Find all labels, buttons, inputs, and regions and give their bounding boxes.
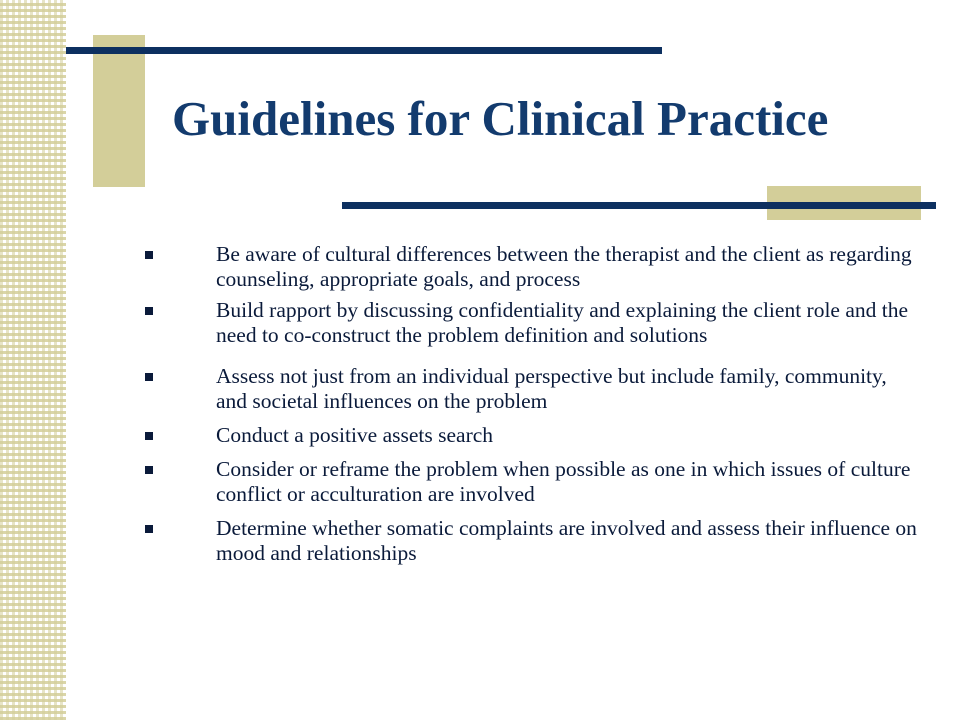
square-bullet-icon <box>145 525 153 533</box>
bullet-text: Conduct a positive assets search <box>216 423 494 447</box>
square-bullet-icon <box>145 466 153 474</box>
square-bullet-icon <box>145 251 153 259</box>
bullet-item <box>140 298 920 348</box>
bullet-list <box>140 242 920 566</box>
bullet-text: Assess not just from an individual perspective but include family, community, and societal influences on the problem <box>216 364 887 413</box>
bullet-text: Be aware of cultural differences between the therapist and the client as regarding counseling, appropriate goals, and process <box>216 242 912 291</box>
bullet-item <box>140 364 920 414</box>
square-bullet-icon <box>145 373 153 381</box>
bullet-item <box>140 457 920 507</box>
bullet-item <box>140 423 920 448</box>
bullet-item <box>140 516 920 566</box>
square-bullet-icon <box>145 432 153 440</box>
bullet-text: Consider or reframe the problem when possible as one in which issues of culture conflict or acculturation are involved <box>216 457 911 506</box>
decorative-title-rule-top <box>66 47 662 54</box>
slide-title: Guidelines for Clinical Practice <box>172 91 829 146</box>
square-bullet-icon <box>145 307 153 315</box>
decorative-beige-block-left <box>93 35 145 187</box>
bullet-text: Determine whether somatic complaints are involved and assess their influence on mood and relationships <box>216 516 917 565</box>
bullet-text: Build rapport by discussing confidentiality and explaining the client role and the need to co-construct the problem definition and solutions <box>216 298 909 347</box>
bullet-item <box>140 242 920 292</box>
decorative-side-pattern <box>0 0 66 720</box>
decorative-title-rule-bottom <box>342 202 936 209</box>
